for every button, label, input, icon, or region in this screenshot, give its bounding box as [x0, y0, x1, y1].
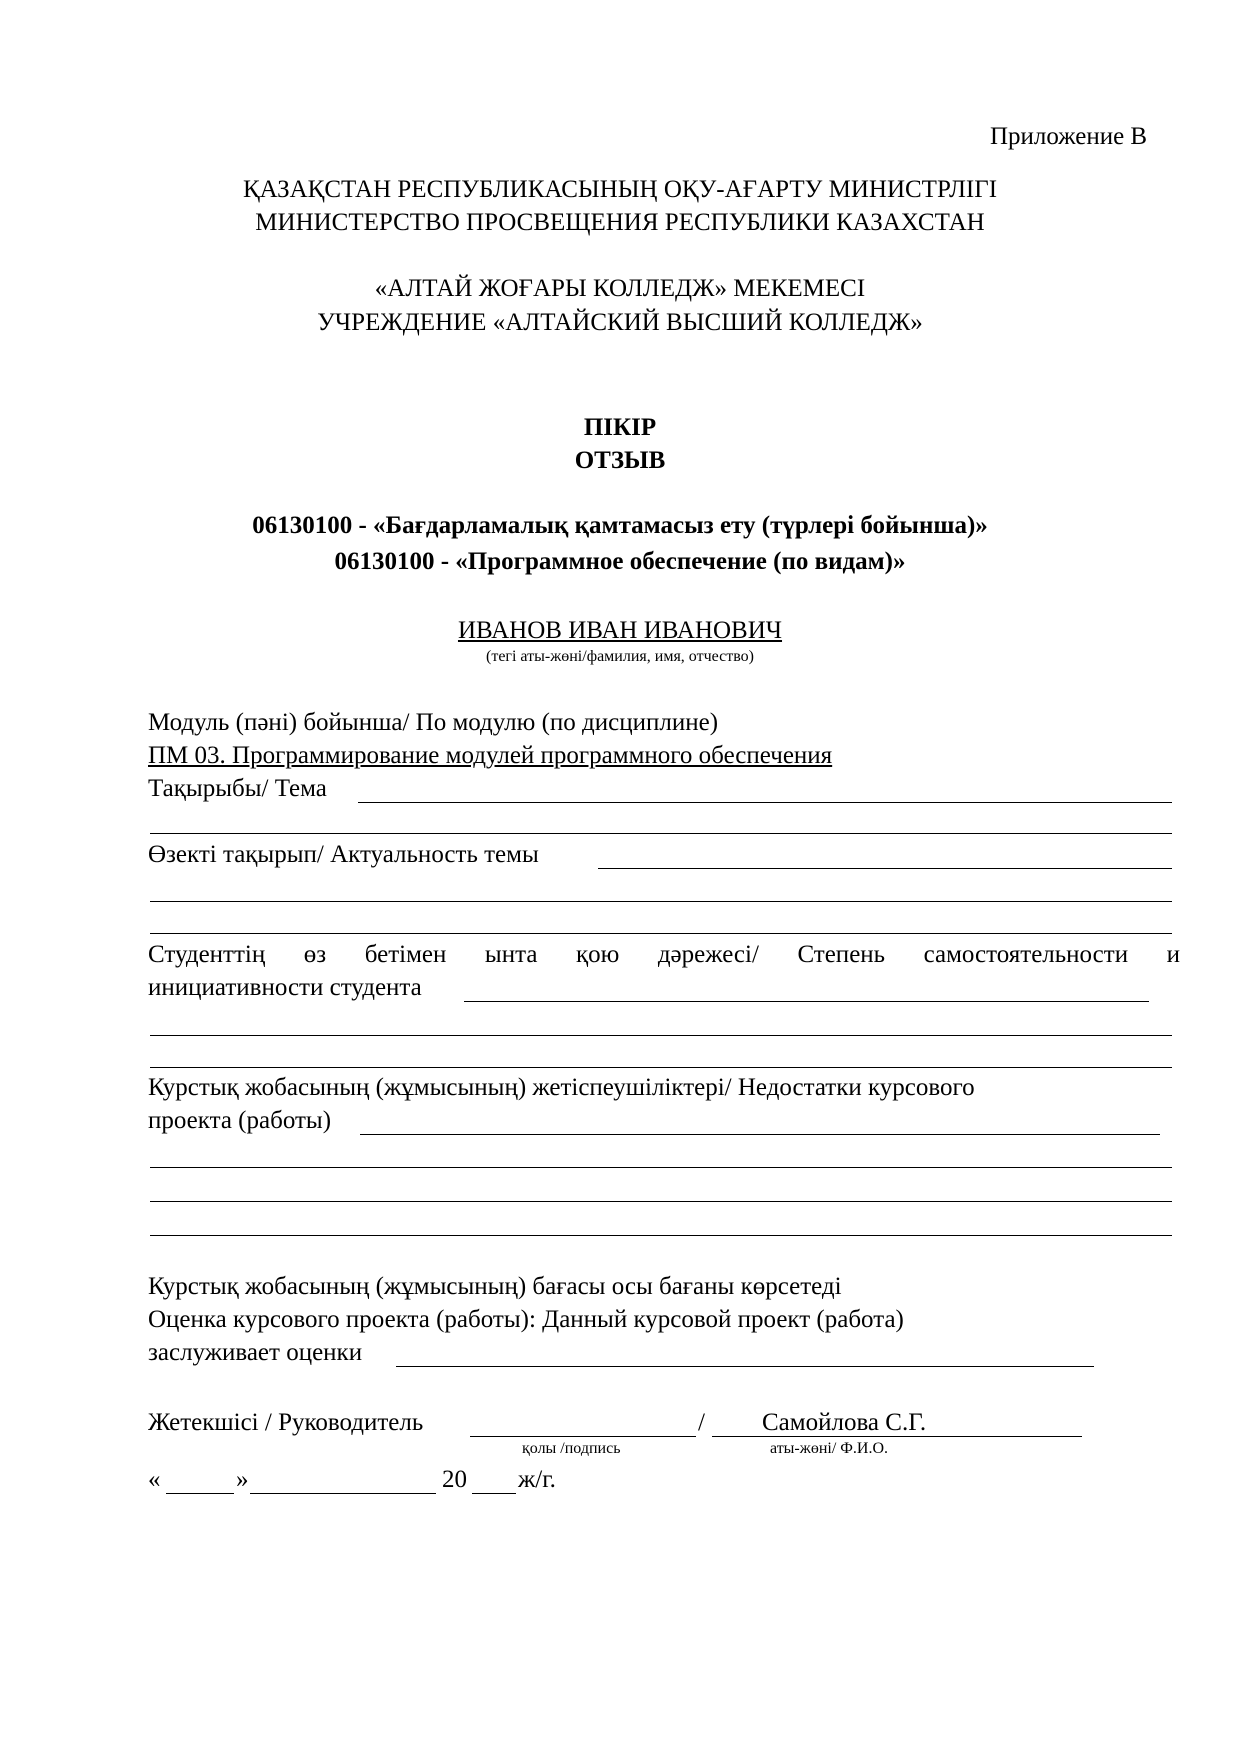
shortcomings-label-line-1: Курстық жобасының (жұмысының) жетіспеушіліктері/ Недостатки курсового [148, 1074, 975, 1101]
grade-label-line-2: Оценка курсового проекта (работы): Данный курсовой проект (работа) [148, 1306, 904, 1333]
date-month-field[interactable] [250, 1493, 436, 1494]
signature-caption: қолы /подпись [522, 1440, 621, 1457]
shortcomings-field-line-2[interactable] [150, 1167, 1172, 1168]
shortcomings-label-line-2: проекта (работы) [148, 1107, 332, 1134]
title-kz: ПІКІР [583, 414, 657, 441]
shortcomings-field[interactable] [360, 1134, 1160, 1135]
signature-field[interactable] [470, 1436, 696, 1437]
topic-field-line-2[interactable] [150, 833, 1172, 834]
shortcomings-field-line-4[interactable] [150, 1235, 1172, 1236]
independence-field-line-2[interactable] [150, 1035, 1172, 1036]
supervisor-label: Жетекшісі / Руководитель [148, 1409, 424, 1436]
module-value: ПМ 03. Программирование модулей программного обеспечения [148, 742, 833, 769]
college-kz: «АЛТАЙ ЖОҒАРЫ КОЛЛЕДЖ» МЕКЕМЕСІ [374, 275, 866, 302]
supervisor-slash: / [698, 1409, 705, 1436]
independence-field[interactable] [464, 1001, 1149, 1002]
date-open-quote: « [148, 1466, 161, 1493]
date-day-field[interactable] [166, 1493, 234, 1494]
topic-field[interactable] [358, 802, 1172, 803]
independence-field-line-3[interactable] [150, 1067, 1172, 1068]
grade-label-line-3: заслуживает оценки [148, 1339, 363, 1366]
specialty-kz: 06130100 - «Бағдарламалық қамтамасыз ету (түрлері бойынша)» [252, 512, 988, 539]
date-year-field[interactable] [472, 1493, 516, 1494]
specialty-ru: 06130100 - «Программное обеспечение (по видам)» [334, 548, 906, 575]
fio-caption: аты-жөні/ Ф.И.О. [770, 1440, 889, 1457]
ministry-kz: ҚАЗАҚСТАН РЕСПУБЛИКАСЫНЫҢ ОҚУ-АҒАРТУ МИНИСТРЛІГІ [242, 176, 998, 203]
supervisor-name: Самойлова С.Г. [762, 1409, 927, 1436]
grade-label-line-1: Курстық жобасының (жұмысының) бағасы осы бағаны көрсетеді [148, 1273, 842, 1300]
independence-label-line-1: Студенттің өз бетімен ынта қою дәрежесі/ Степень самостоятельности и [148, 941, 1180, 968]
relevance-field-line-3[interactable] [150, 933, 1172, 934]
date-year-prefix: 20 [442, 1466, 467, 1493]
title-ru: ОТЗЫВ [574, 447, 666, 474]
date-suffix: ж/г. [518, 1466, 556, 1493]
shortcomings-field-line-3[interactable] [150, 1201, 1172, 1202]
relevance-label: Өзекті тақырып/ Актуальность темы [148, 841, 539, 868]
module-label: Модуль (пәні) бойынша/ По модулю (по дисциплине) [148, 709, 719, 736]
topic-label: Тақырыбы/ Тема [148, 775, 327, 802]
college-ru: УЧРЕЖДЕНИЕ «АЛТАЙСКИЙ ВЫСШИЙ КОЛЛЕДЖ» [317, 309, 923, 336]
relevance-field-line-2[interactable] [150, 901, 1172, 902]
ministry-ru: МИНИСТЕРСТВО ПРОСВЕЩЕНИЯ РЕСПУБЛИКИ КАЗАХСТАН [255, 209, 985, 236]
independence-label-line-2: инициативности студента [148, 974, 422, 1001]
date-close-quote: » [236, 1466, 249, 1493]
relevance-field[interactable] [598, 868, 1172, 869]
student-name-caption: (тегі аты-жөні/фамилия, имя, отчество) [486, 648, 754, 665]
student-name: ИВАНОВ ИВАН ИВАНОВИЧ [457, 617, 783, 644]
grade-field[interactable] [396, 1366, 1094, 1367]
appendix-label: Приложение В [990, 123, 1148, 150]
